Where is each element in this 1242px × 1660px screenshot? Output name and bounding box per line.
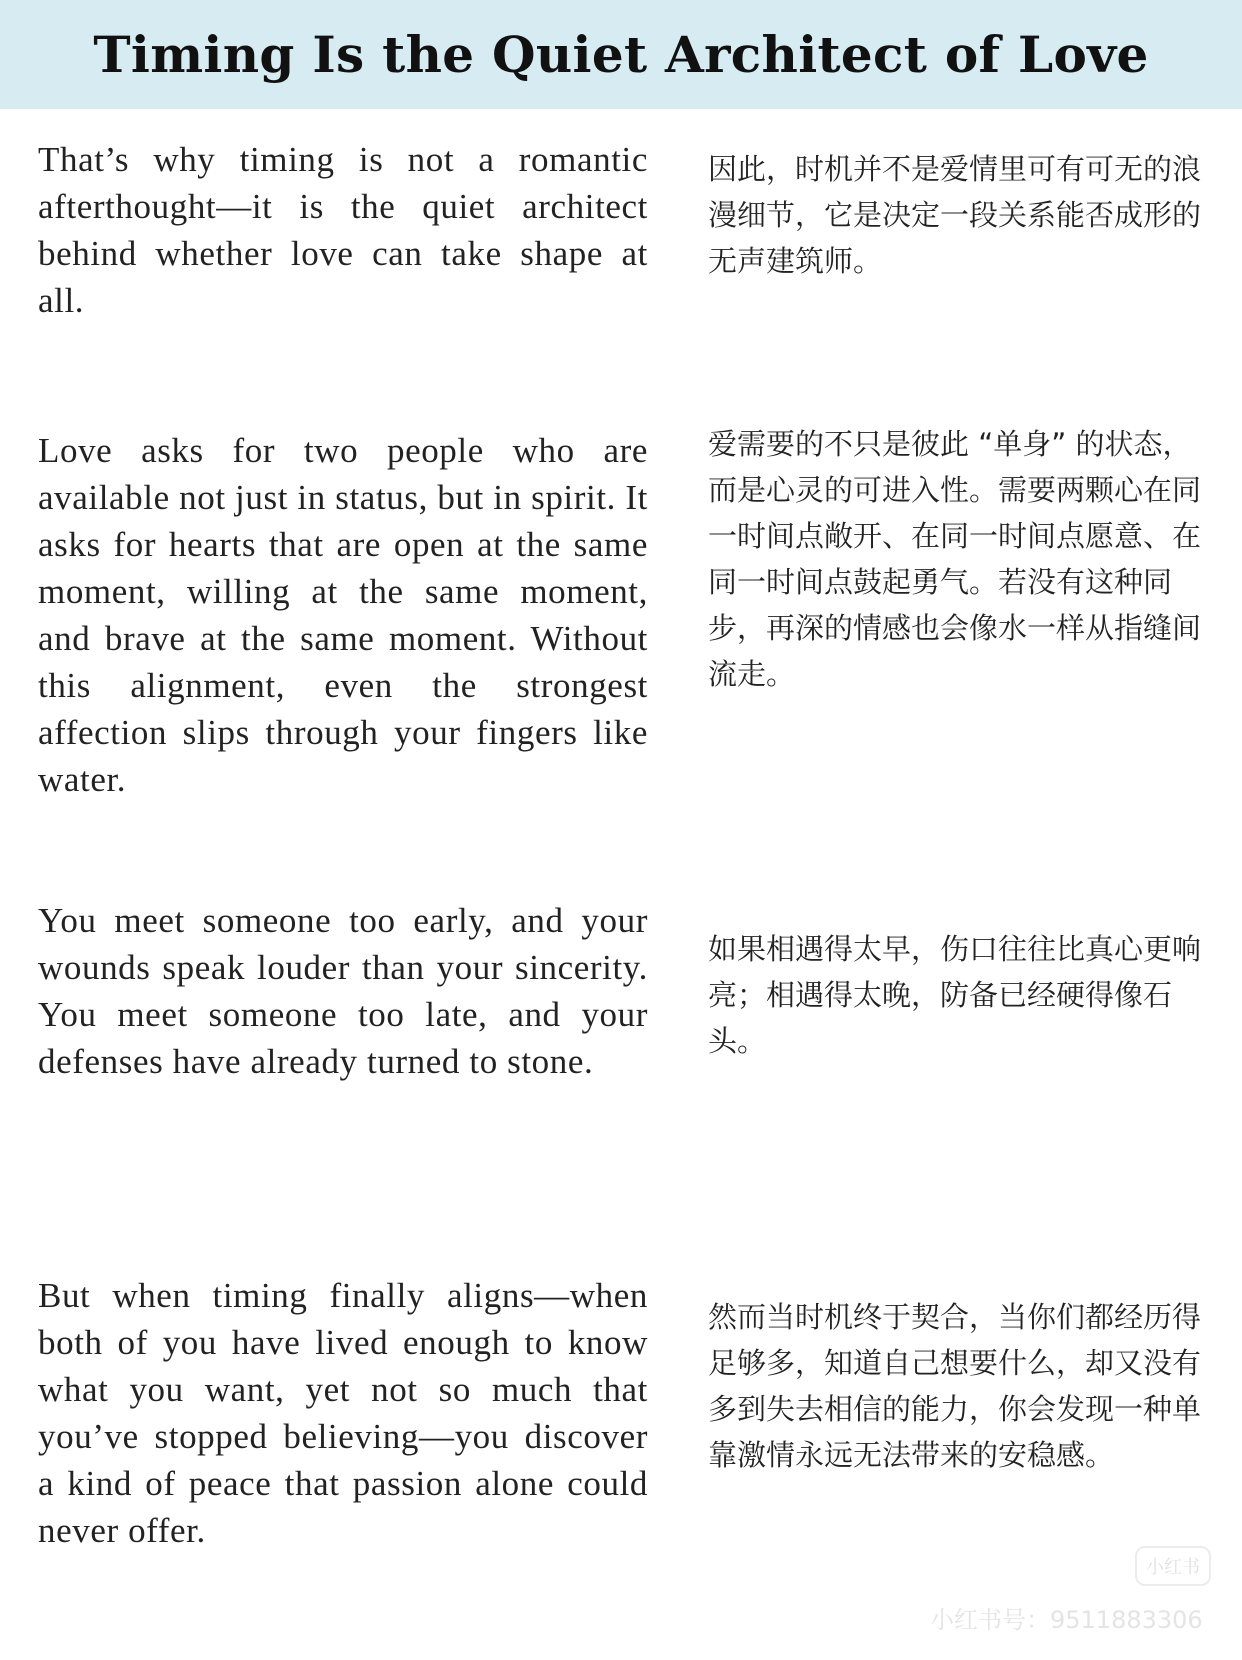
- page-title: Timing Is the Quiet Architect of Love: [93, 25, 1149, 84]
- title-banner: [0, 0, 1242, 109]
- paragraph-2-english: Love asks for two people who are available not just in status, but in spirit. It asks for hearts that are open at the same moment, willing at the same moment, and brave at the same moment. Without this alignment, even the strongest affection slips through your fingers like water.: [38, 431, 648, 799]
- paragraph-1-english: That’s why timing is not a romantic afterthought—it is the quiet architect behind whether love can take shape at all.: [38, 140, 648, 320]
- paragraph-2-chinese: 爱需要的不只是彼此 “单身” 的状态，而是心灵的可进入性。需要两颗心在同一时间点敞开、在同一时间点愿意、在同一时间点鼓起勇气。若没有这种同步，再深的情感也会像水一样从指缝间流走。: [708, 427, 1202, 691]
- paragraph-3-english: You meet someone too early, and your wounds speak louder than your sincerity. You meet someone too late, and your defenses have already turned to stone.: [38, 901, 648, 1081]
- paragraph-4-english: But when timing finally aligns—when both of you have lived enough to know what you want, yet not so much that you’ve stopped believing—you discover a kind of peace that passion alone could never offer.: [38, 1276, 648, 1550]
- paragraph-3-chinese: 如果相遇得太早，伤口往往比真心更响亮；相遇得太晚，防备已经硬得像石头。: [708, 932, 1202, 1058]
- paragraph-1-chinese: 因此，时机并不是爱情里可有可无的浪漫细节，它是决定一段关系能否成形的无声建筑师。: [708, 152, 1202, 278]
- watermark-id: 小红书号：9511883306: [930, 1606, 1203, 1634]
- watermark-logo: 小红书: [1135, 1546, 1211, 1586]
- paragraph-4-chinese: 然而当时机终于契合，当你们都经历得足够多，知道自己想要什么，却又没有多到失去相信的能力，你会发现一种单靠激情永远无法带来的安稳感。: [708, 1300, 1202, 1472]
